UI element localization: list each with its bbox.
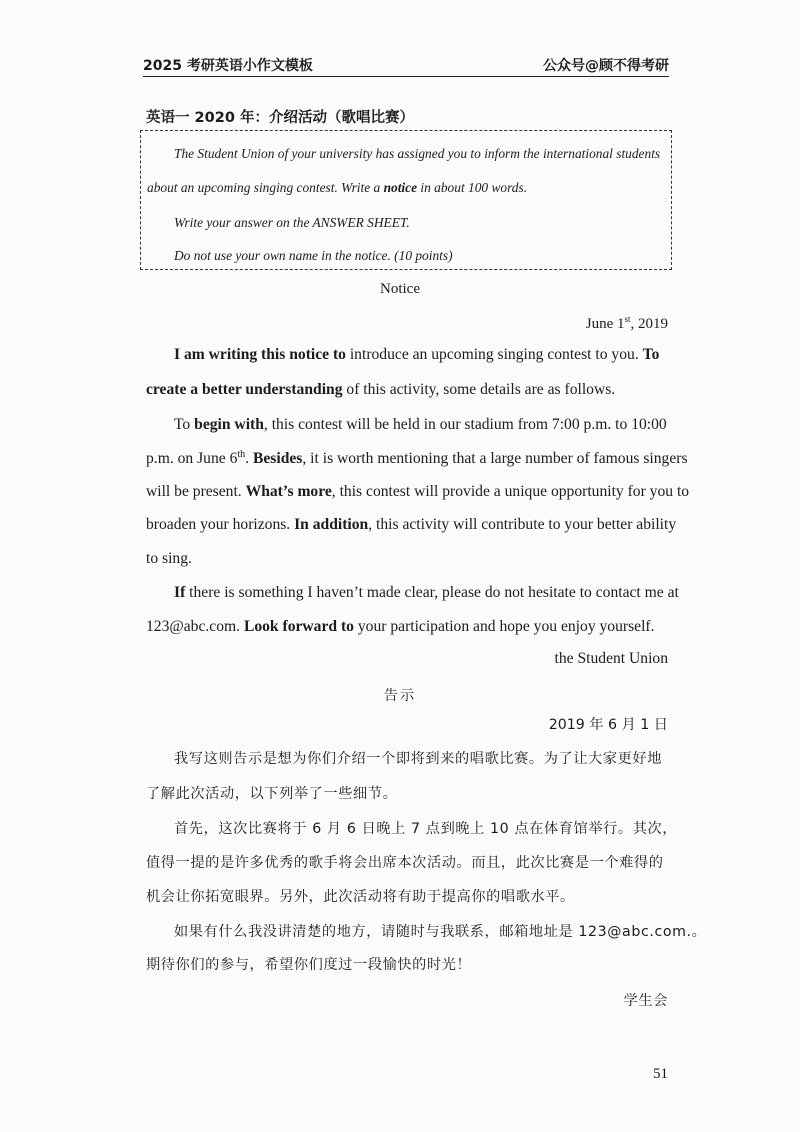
task-line-4: Do not use your own name in the notice. (10 points) [174, 248, 453, 263]
en-l1c: To [642, 346, 660, 363]
page-number: 51 [653, 1066, 668, 1082]
en-l2b: of this activity, some details are as follows. [342, 381, 616, 398]
header-left: 2025 考研英语小作文模板 [143, 58, 313, 74]
cn-title: 告示 [383, 688, 417, 704]
en-l4d: , it is worth mentioning that a large number of famous singers [302, 450, 688, 468]
notice-date [586, 314, 668, 333]
en-l4a: p.m. on June 6 [146, 450, 238, 468]
en-l1a: I am writing this notice to [174, 346, 346, 363]
cn-line-3: 首先，这次比赛将于 6 月 6 日晚上 7 点到晚上 10 点在体育馆举行。其次， [174, 821, 678, 837]
en-line-9 [146, 618, 655, 636]
en-l3a: To [174, 416, 195, 433]
en-l8a: If [174, 584, 186, 601]
running-header [143, 52, 669, 77]
task-line-2-bold: notice [383, 180, 418, 195]
date-a: June 1 [585, 316, 625, 332]
date-b: , 2019 [630, 316, 668, 332]
cn-line-4: 值得一提的是许多优秀的歌手将会出席本次活动。而且，此次比赛是一个难得的 [146, 855, 664, 871]
en-l8b: there is something I haven’t made clear, please do not hesitate to contact me at [185, 584, 679, 601]
cn-line-6: 如果有什么我没讲清楚的地方，请随时与我联系，邮箱地址是 123@abc.com.。 [174, 924, 707, 940]
notice-title: Notice [380, 281, 420, 297]
en-l4c: Besides [252, 450, 303, 468]
en-l4sup: th [237, 449, 246, 460]
en-line-2 [146, 381, 615, 399]
header-right: 公众号@顾不得考研 [543, 58, 669, 74]
en-l1b: introduce an upcoming singing contest to you. [345, 346, 643, 363]
task-line-3: Write your answer on the ANSWER SHEET. [174, 215, 410, 230]
en-l6a: broaden your horizons. [146, 516, 295, 533]
en-l5a: will be present. [146, 483, 246, 500]
cn-line-5: 机会让你拓宽眼界。另外，此次活动将有助于提高你的唱歌水平。 [146, 889, 575, 905]
cn-line-2: 了解此次活动，以下列举了一些细节。 [146, 786, 398, 802]
en-l4b: . [245, 450, 253, 468]
en-l5c: , this contest will provide a unique opportunity for you to [331, 483, 690, 500]
en-l9a: 123@abc.com. [146, 618, 244, 635]
en-l9c: your participation and hope you enjoy yourself. [353, 618, 655, 635]
en-l3c: , this contest will be held in our stadium from 7:00 p.m. to 10:00 [263, 416, 667, 433]
cn-date: 2019 年 6 月 1 日 [548, 717, 668, 733]
cn-signature: 学生会 [623, 993, 668, 1009]
cn-line-1: 我写这则告示是想为你们介绍一个即将到来的唱歌比赛。为了让大家更好地 [174, 751, 662, 767]
en-signature: the Student Union [554, 650, 668, 667]
task-line-2c: in about 100 words. [417, 180, 528, 195]
en-line-6 [146, 516, 676, 534]
en-l6c: , this activity will contribute to your better ability [368, 516, 677, 533]
task-title: 英语一 2020 年：介绍活动（歌唱比赛） [146, 110, 414, 126]
task-line-1: The Student Union of your university has assigned you to inform the international students [174, 146, 661, 161]
date-sup: st [624, 314, 631, 324]
en-line-5 [146, 483, 689, 501]
en-line-1 [174, 346, 659, 364]
en-line-7: to sing. [146, 550, 192, 567]
en-line-4 [146, 449, 688, 468]
en-l6b: In addition [294, 516, 369, 533]
en-l2a: create a better understanding [146, 381, 343, 398]
task-line-2a: about an upcoming singing contest. Write a [147, 180, 384, 195]
en-l9b: Look forward to [243, 618, 354, 635]
cn-line-7: 期待你们的参与，希望你们度过一段愉快的时光！ [146, 957, 472, 973]
en-line-8 [174, 584, 679, 602]
task-line-2 [147, 180, 527, 196]
en-l3b: begin with [194, 416, 264, 433]
en-l5b: What’s more [245, 483, 332, 500]
en-line-3 [174, 416, 667, 434]
